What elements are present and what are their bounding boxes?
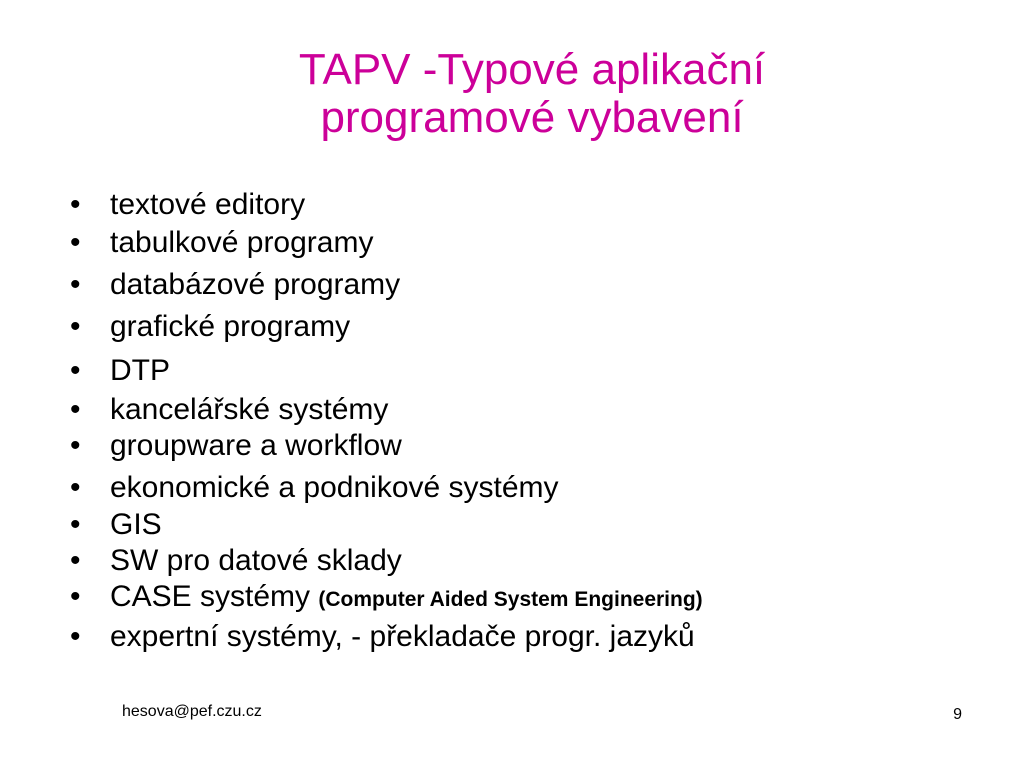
bullet-icon: • xyxy=(70,620,81,653)
list-item xyxy=(70,393,703,426)
list-item-text: databázové programy xyxy=(110,268,401,301)
list-item xyxy=(70,508,703,541)
slide-title xyxy=(0,46,1024,142)
title-line-2: programové vybavení xyxy=(320,93,744,142)
bullet-icon: • xyxy=(70,310,81,343)
bullet-icon: • xyxy=(70,226,81,259)
list-item-text: tabulkové programy xyxy=(110,226,374,259)
footer-email: hesova@pef.czu.cz xyxy=(122,703,262,720)
bullet-icon: • xyxy=(70,268,81,301)
list-item-text: GIS xyxy=(110,508,162,541)
list-item xyxy=(70,224,703,262)
list-item xyxy=(70,429,703,462)
bullet-icon: • xyxy=(70,544,81,577)
bullet-icon: • xyxy=(70,471,81,504)
bullet-icon: • xyxy=(70,393,81,426)
case-note: (Computer Aided System Engineering) xyxy=(318,588,703,611)
list-item xyxy=(70,266,703,304)
bullet-icon: • xyxy=(70,188,81,221)
list-item-text: expertní systémy, - překladače progr. jazyků xyxy=(110,620,695,653)
list-item xyxy=(70,580,703,616)
list-item-text: SW pro datové sklady xyxy=(110,544,402,577)
list-item xyxy=(70,354,703,387)
list-item xyxy=(70,471,703,504)
list-item-text: DTP xyxy=(110,354,170,387)
bullet-icon: • xyxy=(70,508,81,541)
list-item-text: textové editory xyxy=(110,188,306,221)
list-item xyxy=(70,544,703,577)
bullet-list xyxy=(70,186,703,653)
list-item xyxy=(70,308,703,346)
bullet-icon: • xyxy=(70,429,81,462)
list-item-text: CASE systémy xyxy=(110,580,311,613)
title-line-1: TAPV -Typové aplikační xyxy=(298,45,766,94)
list-item-text: ekonomické a podnikové systémy xyxy=(110,471,559,504)
list-item-text: kancelářské systémy xyxy=(110,393,389,426)
list-item xyxy=(70,620,703,653)
list-item-text: grafické programy xyxy=(110,310,351,343)
bullet-icon: • xyxy=(70,580,81,613)
list-item-text: groupware a workflow xyxy=(110,429,402,462)
page-number: 9 xyxy=(953,706,962,723)
list-item xyxy=(70,186,703,224)
bullet-icon: • xyxy=(70,354,81,387)
